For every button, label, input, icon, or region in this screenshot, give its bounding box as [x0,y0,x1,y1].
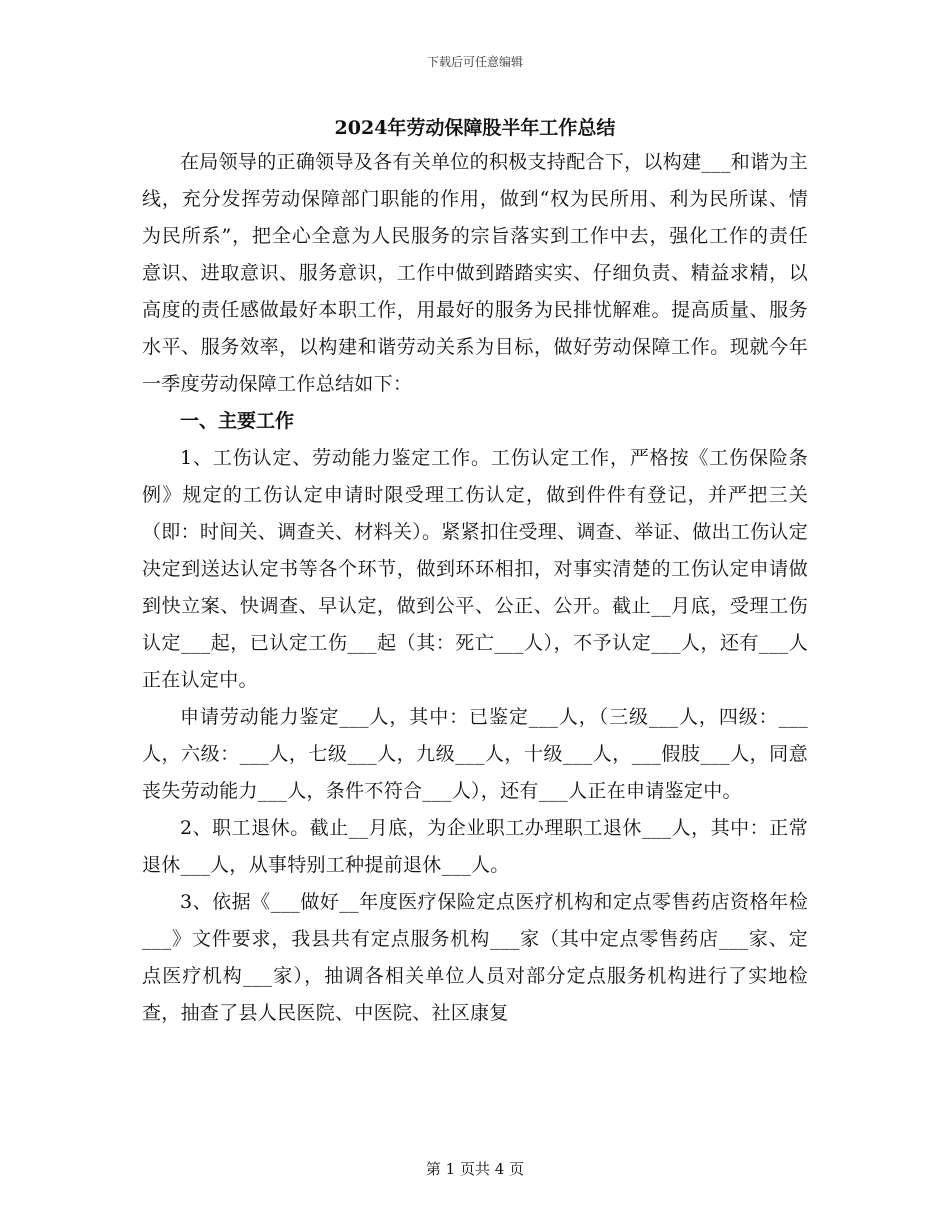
section-heading-main-work: 一、主要工作 [180,410,295,432]
intro-paragraph: 在局领导的正确领导及各有关单位的积极支持配合下，以构建___和谐为主线，充分发挥劳动保障部门职能的作用，做到“权为民所用、利为民所谋、情为民所系”，把全心全意为人民服务的宗旨落实到工作中去，强化工作的责任意识、进取意识、服务意识，工作中做到踏踏实实、仔细负责、精益求精，以高度的责任感做最好本职工作，用最好的服务为民排忧解难。提高质量、服务水平、服务效率，以构建和谐劳动关系为目标，做好劳动保障工作。现就今年一季度劳动保障工作总结如下： [142,151,808,395]
page-number: 第 1 页共 4 页 [425,1160,525,1178]
paragraph-item-1-continued: 申请劳动能力鉴定___人，其中：已鉴定___人，（三级___人，四级：___人，六级：___人，七级___人，九级___人，十级___人，___假肢___人，同意丧失劳动能力___人，条件不符合___人），还有___人正在申请鉴定中。 [142,706,808,802]
paragraph-item-3: 3、依据《___做好__年度医疗保险定点医疗机构和定点零售药店资格年检___》文件要求，我县共有定点服务机构___家（其中定点零售药店___家、定点医疗机构___家），抽调各相关单位人员对部分定点服务机构进行了实地检查，抽查了县人民医院、中医院、社区康复 [142,891,808,1024]
document-title: 2024年劳动保障股半年工作总结 [334,117,616,139]
paragraph-item-1: 1、工伤认定、劳动能力鉴定工作。工伤认定工作，严格按《工伤保险条例》规定的工伤认定申请时限受理工伤认定，做到件件有登记，并严把三关（即：时间关、调查关、材料关）。紧紧扣住受理、调查、举证、做出工伤认定决定到送达认定书等各个环节，做到环环相扣，对事实清楚的工伤认定申请做到快立案、快调查、早认定，做到公平、公正、公开。截止__月底，受理工伤认定___起，已认定工伤___起（其：死亡___人），不予认定___人，还有___人正在认定中。 [142,447,809,691]
paragraph-item-2: 2、职工退休。截止__月底，为企业职工办理职工退休___人，其中：正常退休___人，从事特别工种提前退休___人。 [142,817,808,876]
header-note: 下载后可任意编辑 [426,55,523,69]
document-body [142,112,808,1032]
